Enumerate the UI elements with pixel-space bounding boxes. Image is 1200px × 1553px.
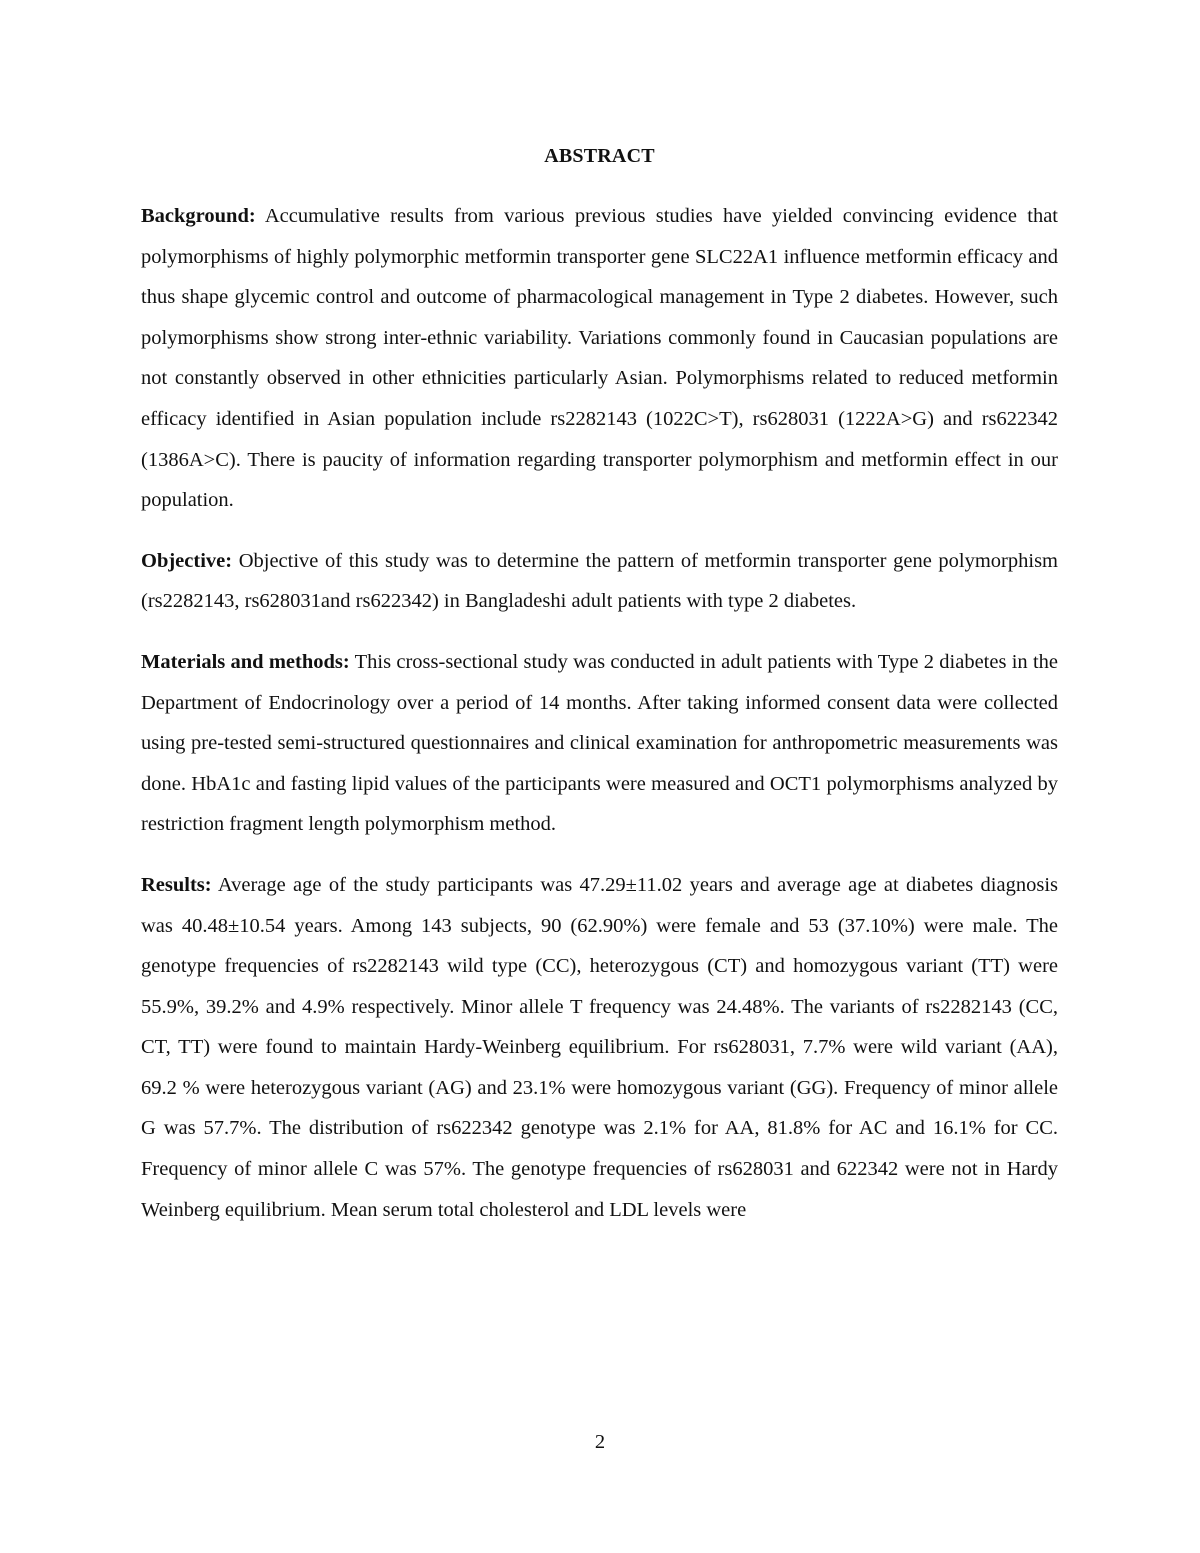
methods-heading: Materials and methods: [141, 650, 350, 673]
abstract-page [141, 138, 1058, 1250]
objective-heading: Objective: [141, 549, 233, 572]
objective-paragraph [141, 541, 1058, 622]
background-heading: Background: [141, 205, 256, 227]
objective-text: Objective of this study was to determine the pattern of metformin transporter gene polymorphism (rs2282143, rs628031and rs622342) in Bangladeshi adult patients with type 2 diabetes. [141, 549, 1059, 613]
background-paragraph [141, 196, 1058, 521]
results-paragraph [141, 865, 1058, 1230]
results-text: Average age of the study participants was 47.29±11.02 years and average age at diabetes diagnosis was 40.48±10.54 years. Among 143 subjects, 90 (62.90%) were female and 53 (37.10%) were male. The genotype frequencies of rs2282143 wild type (CC), heterozygous (CT) and homozygous variant (TT) were 55.9%, 39.2% and 4.9% respectively. Minor allele T frequency was 24.48%. The variants of rs2282143 (CC, CT, TT) were found to maintain Hardy-Weinberg equilibrium. For rs628031, 7.7% were wild variant (AA), 69.2 % were heterozygous variant (AG) and 23.1% were homozygous variant (GG). Frequency of minor allele G was 57.7%. The distribution of rs622342 genotype was 2.1% for AA, 81.8% for AC and 16.1% for CC. Frequency of minor allele C was 57%. The genotype frequencies of rs628031 and 622342 were not in Hardy Weinberg equilibrium. Mean serum total cholesterol and LDL levels were [141, 873, 1058, 1221]
page-number: 2 [594, 1431, 606, 1453]
background-text: Accumulative results from various previous studies have yielded convincing evidence that polymorphisms of highly polymorphic metformin transporter gene SLC22A1 influence metformin efficacy and thus shape glycemic control and outcome of pharmacological management in Type 2 diabetes. However, such polymorphisms show strong inter-ethnic variability. Variations commonly found in Caucasian populations are not constantly observed in other ethnicities particularly Asian. Polymorphisms related to reduced metformin efficacy identified in Asian population include rs2282143 (1022C>T), rs628031 (1222A>G) and rs622342 (1386A>C). There is paucity of information regarding transporter polymorphism and metformin effect in our population. [141, 205, 1058, 512]
methods-text: This cross-sectional study was conducted in adult patients with Type 2 diabetes in the Department of Endocrinology over a period of 14 months. After taking informed consent data were collected using pre-tested semi-structured questionnaires and clinical examination for anthropometric measurements was done. HbA1c and fasting lipid values of the participants were measured and OCT1 polymorphisms analyzed by restriction fragment length polymorphism method. [141, 650, 1058, 836]
results-heading: Results: [141, 873, 212, 896]
methods-paragraph [141, 642, 1058, 845]
abstract-title: ABSTRACT [544, 145, 655, 167]
